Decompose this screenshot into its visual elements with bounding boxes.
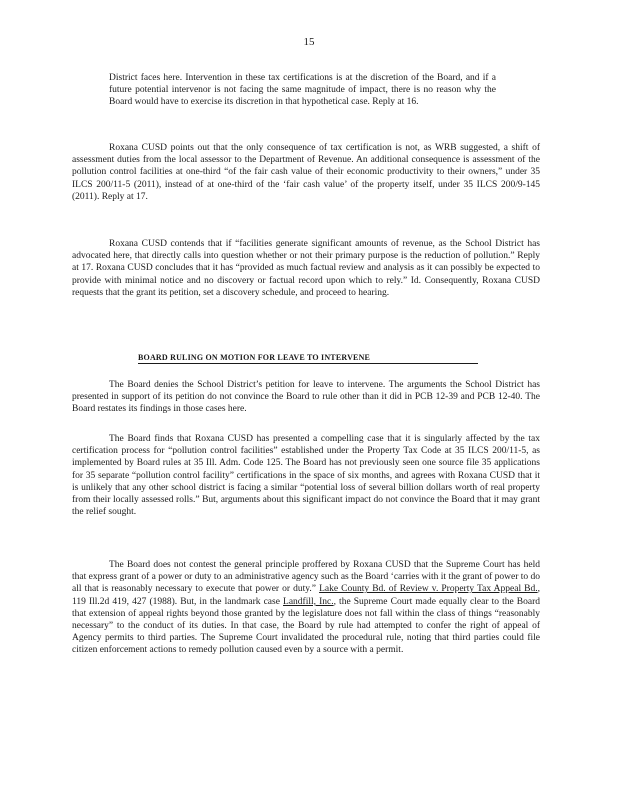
paragraph-block-5 [72,433,540,518]
paragraph-block-6 [72,559,540,657]
paragraph-2: Roxana CUSD points out that the only consequence of tax certification is not, as WRB suggested, a shift of assessment duties from the local assessor to the Department of Revenue. An additional consequence is assessment of the pollution control facilities at one-third “of the fair cash value of their economic productivity to their owners,” under 35 ILCS 200/11-5 (2011), instead of at one-third of the ‘fair cash value’ of the property itself, under 35 ILCS 200/9-145 (2011). Reply at 17. [72,143,540,202]
paragraph-block-3 [72,238,540,299]
paragraph-3: Roxana CUSD contends that if “facilities generate significant amounts of revenue, as the School District has advocated here, that directly calls into question whether or not their primary purpose is the reduction of pollution.” Reply at 17. Roxana CUSD concludes that it has “provided as much factual review and analysis as it can possibly be expected to provide with minimal notice and no discovery or factual record upon which to rely.” Id. Consequently, Roxana CUSD requests that the grant its petition, set a discovery schedule, and proceed to hearing. [72,239,540,298]
paragraph-4: The Board denies the School District’s petition for leave to intervene. The arguments the School District has presented in support of its petition do not convince the Board to rule other than it did in PCB 12-39 and PCB 12-40. The Board restates its findings in those cases here. [72,380,540,415]
quoted-paragraph-continuation [109,72,496,109]
paragraph-1: District faces here. Intervention in these tax certifications is at the discretion of the Board, and if a future potential intervenor is not facing the same magnitude of impact, there is no reason why the Board would have to exercise its discretion in that hypothetical case. Reply at 16. [109,73,496,108]
section-heading: BOARD RULING ON MOTION FOR LEAVE TO INTERVENE [138,353,478,364]
paragraph-block-2 [72,142,540,203]
case-citation-lake-county: Lake County Bd. of Review v. Property Tax Appeal Bd. [319,584,538,595]
page-number: 15 [303,36,315,48]
paragraph-block-4 [72,379,540,416]
paragraph-6 [72,559,540,657]
case-citation-landfill: Landfill, Inc. [283,596,334,607]
paragraph-6-part-c: , the Supreme Court made equally clear to the Board that extension of appeal rights beyond those granted by the legislature does not fall within the class of things “reasonably necessary” to the conduct of its duties. In that case, the Board by rule had attempted to confer the right of appeal of Agency permits to third parties. The Supreme Court invalidated the procedural rule, noting that third parties could file citizen enforcement actions to remedy pollution caused even by a source with a permit. [72,596,540,656]
paragraph-6-part-b: , 119 Ill.2d 419, 427 (1988). But, in the landmark case [72,584,540,607]
paragraph-6-part-a: The Board does not contest the general principle proffered by Roxana CUSD that the Supreme Court has held that express grant of a power or duty to an administrative agency such as the Board ‘carries with it the grant of power to do all that is reasonably necessary to execute that power or duty.” [72,560,540,595]
paragraph-5: The Board finds that Roxana CUSD has presented a compelling case that it is singularly affected by the tax certification process for “pollution control facilities” established under the Property Tax Code at 35 ILCS 200/11-5, as implemented by Board rules at 35 Ill. Adm. Code 125. The Board has not previously seen one source file 35 applications for 35 separate “pollution control facility” certifications in the space of six months, and agrees with Roxana CUSD that it is unlikely that any other school district is facing a similar “potential loss of several billion dollars worth of real property from their locally assessed rolls.” But, arguments about this significant impact do not convince the Board that it may grant the relief sought. [72,434,540,518]
